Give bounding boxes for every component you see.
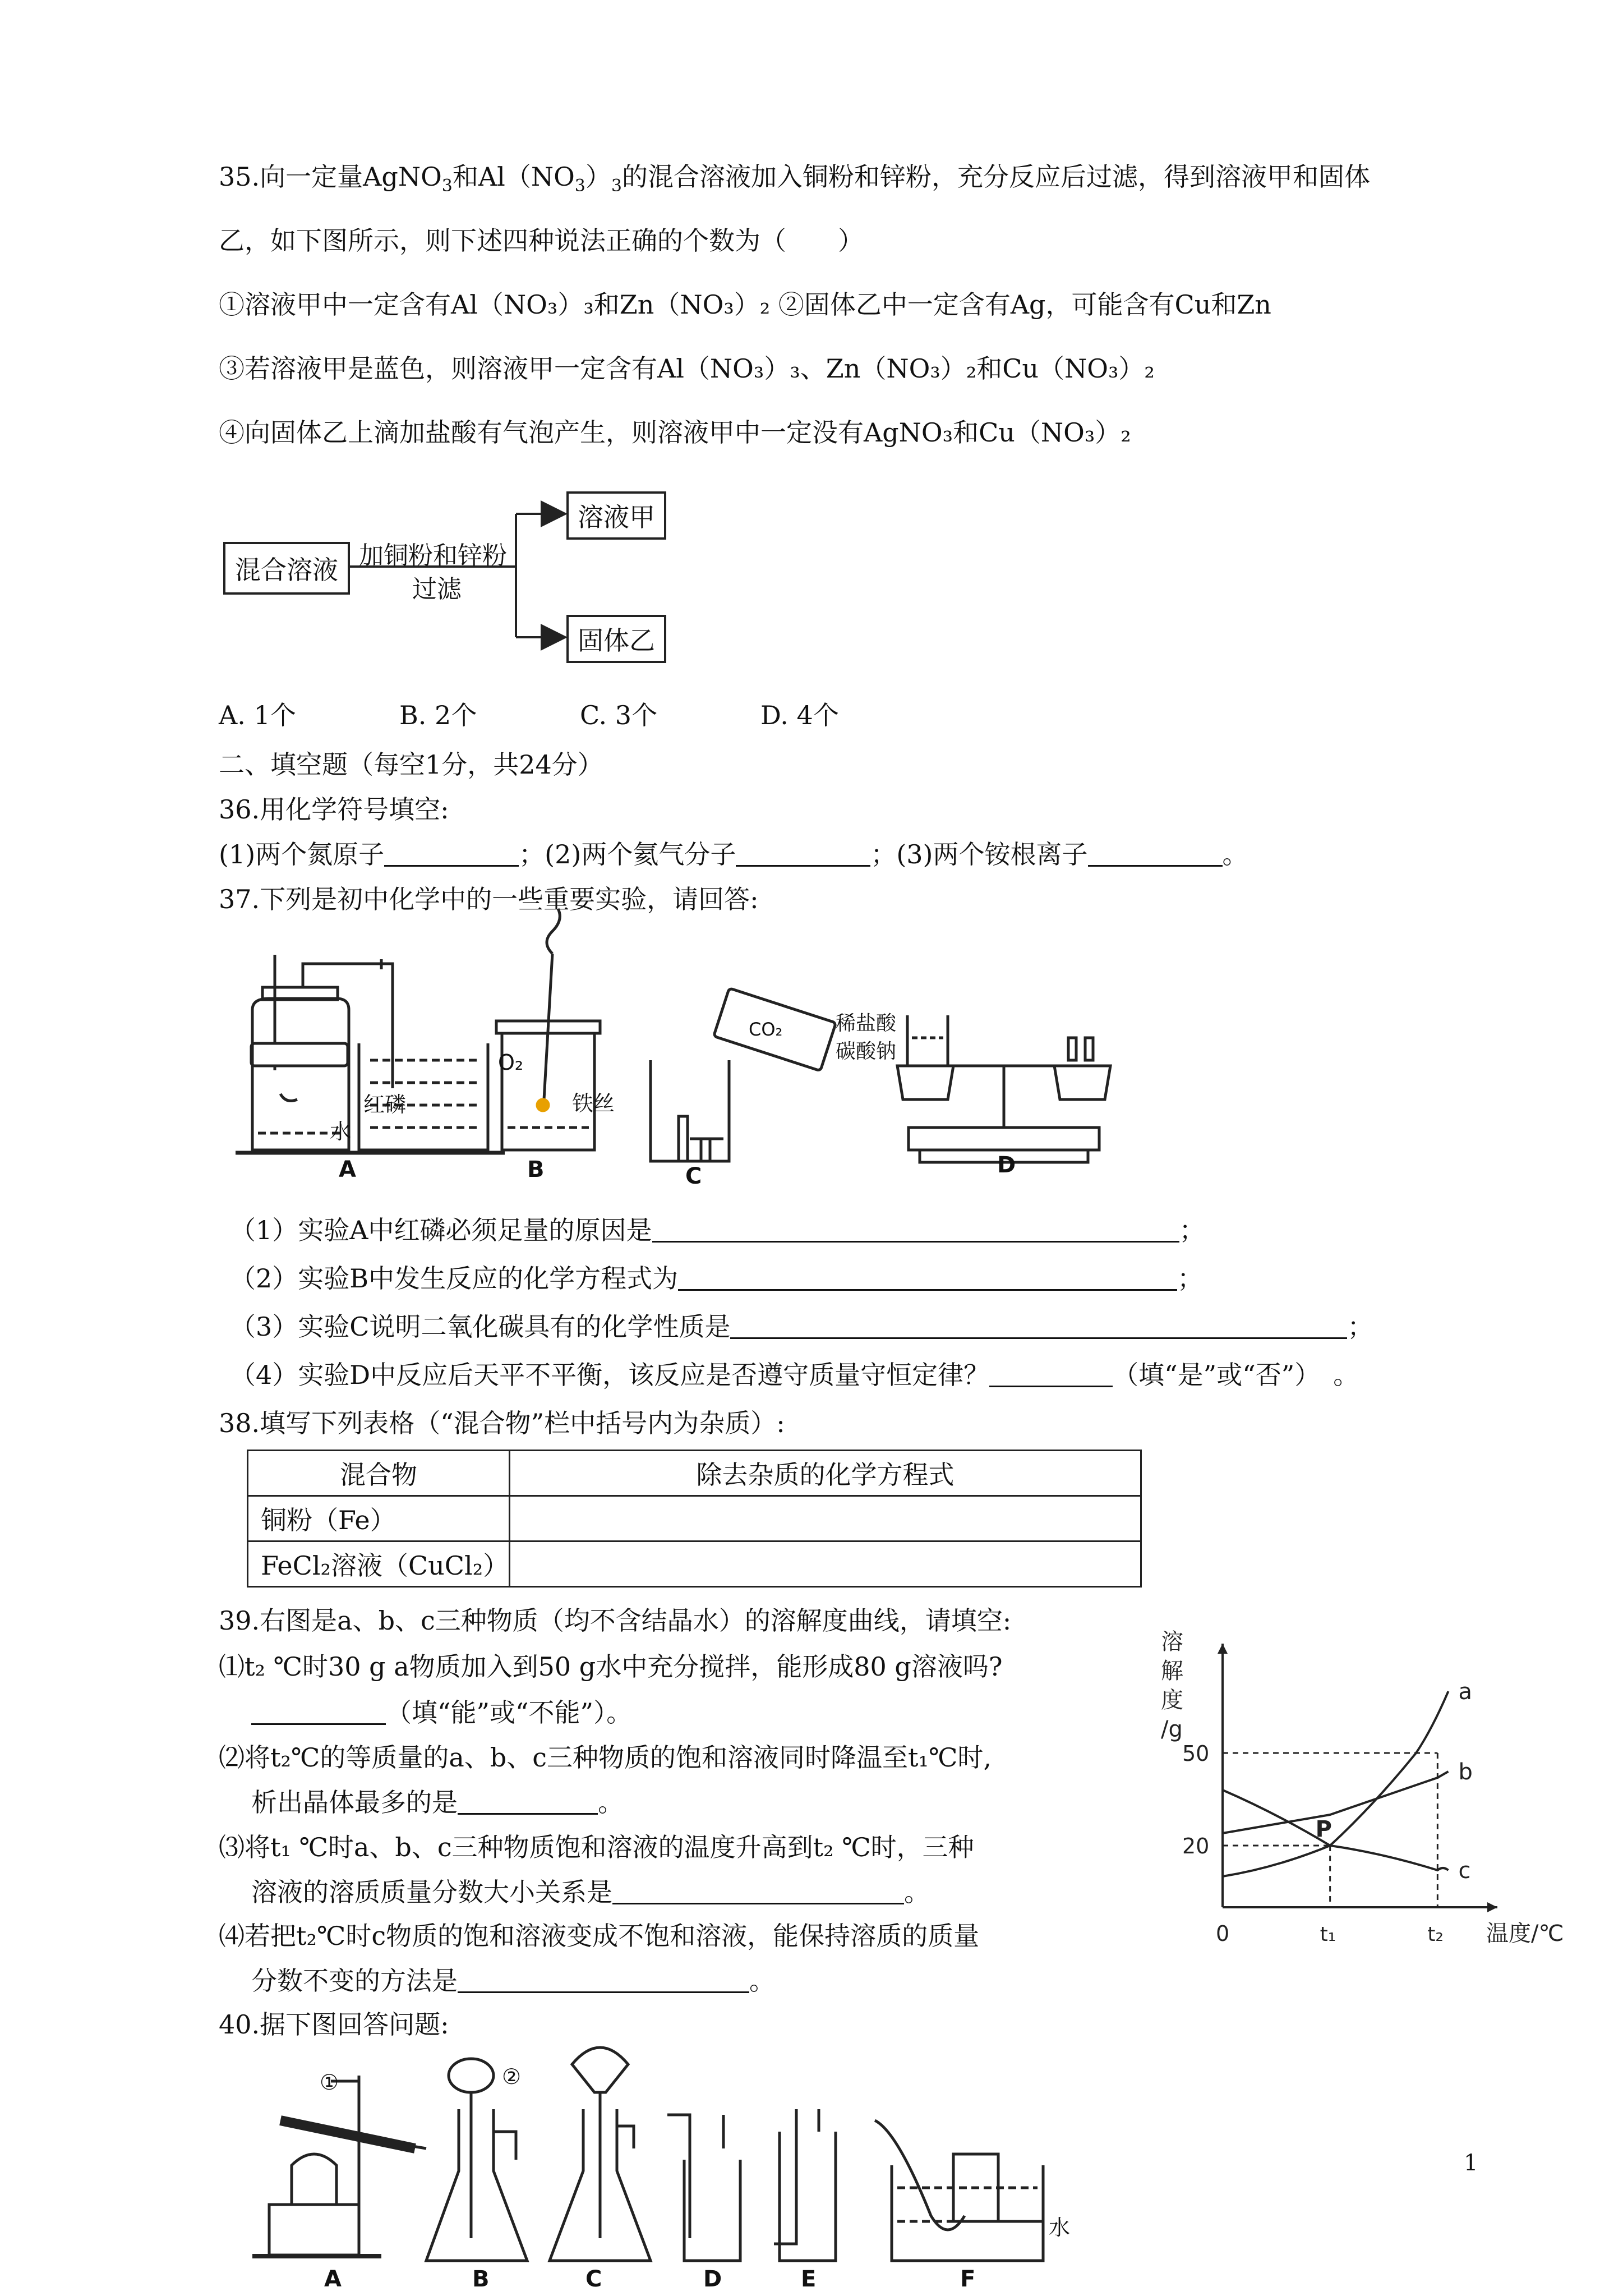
q35-line1: 35.向一定量AgNO$_3$和$Al(NO_3)_3$的混合溶液加入铜粉和锌粉，充分反应后过滤，得到溶液甲和固体 [219,162,1370,196]
q37-part4: （4）实验D中反应后天平不平衡，该反应是否遵守质量守恒定律？ （填“是”或“否”） 。 [230,1360,1359,1390]
caption-b: B [527,1157,545,1182]
q35-option-d[interactable]: D. 4个 [760,700,839,730]
q37-part3: （3）实验C说明二氧化碳具有的化学性质是 ； [230,1312,1373,1342]
y-axis-label-2: 度 [1161,1687,1183,1713]
q40-caption-a: A [324,2266,342,2292]
q35-statement-3: ③若溶液甲是蓝色，则溶液甲一定含有Al（NO₃）₃、Zn（NO₃）₂和Cu（NO₃）₂ [219,353,1155,384]
flow-mixed-solution: 混合溶液 [223,542,350,595]
q40-caption-b: B [472,2266,490,2292]
q39-part1: ⑴t₂ ℃时30 g a物质加入到50 g水中充分搅拌，能形成80 g溶液吗? [219,1651,1003,1682]
flow-step-bottom: 过滤 [412,575,462,604]
q37-title: 37.下列是初中化学中的一些重要实验，请回答: [219,884,759,914]
label-co2: CO₂ [749,1019,783,1040]
q39-part2: ⑵将t₂℃的等质量的a、b、c三种物质的饱和溶液同时降温至t₁℃时, [219,1742,992,1773]
q39-part2b: 析出晶体最多的是 。 [251,1787,624,1818]
x-tick-1: t₁ [1320,1923,1336,1946]
q35-statement-1-2: ①溶液甲中一定含有Al（NO₃）₃和Zn（NO₃）₂ ②固体乙中一定含有Ag，可能含有Cu和Zn [219,289,1271,320]
q35-option-c[interactable]: C. 3个 [580,700,658,730]
q37-part2: （2）实验B中发生反应的化学方程式为 ； [230,1263,1204,1294]
series-b-label: b [1458,1759,1473,1785]
flow-solution-jia: 溶液甲 [566,491,666,540]
label-o2: O₂ [498,1050,524,1075]
q35-option-b[interactable]: B. 2个 [399,700,477,730]
series-a-label: a [1458,1679,1473,1705]
point-p-label: P [1315,1816,1332,1842]
label-iron-wire: 铁丝 [572,1091,615,1116]
caption-c: C [685,1163,702,1189]
flow-solid-yi: 固体乙 [566,615,666,663]
q35-statement-4: ④向固体乙上滴加盐酸有气泡产生，则溶液甲中一定没有AgNO₃和Cu（NO₃）₂ [219,417,1131,448]
origin-label: 0 [1216,1921,1230,1946]
page-number: 1 [1464,2150,1478,2176]
q40-caption-d: D [703,2266,722,2292]
series-c-label: c [1458,1858,1471,1884]
y-tick-50: 50 [1182,1741,1210,1766]
q36-row: (1)两个氮原子 ；(2)两个氦气分子 ；(3)两个铵根离子 。 [219,839,1248,869]
q39-part3b: 溶液的溶质质量分数大小关系是 。 [251,1877,930,1907]
q40-mark-2: ② [502,2064,522,2089]
q35-option-a[interactable]: A. 1个 [219,700,296,730]
q38-row2-mixture: FeCl₂溶液（CuCl₂） [248,1542,510,1587]
q38-row1-mixture: 铜粉（Fe） [248,1496,510,1542]
q38-header-equation: 除去杂质的化学方程式 [510,1451,1141,1496]
q36-part2: ；(2)两个氦气分子 [519,839,736,869]
q39-part3: ⑶将t₁ ℃时a、b、c三种物质饱和溶液的温度升高到t₂ ℃时，三种 [219,1832,974,1862]
q40-caption-c: C [585,2266,602,2292]
q37-part1: （1）实验A中红磷必须足量的原因是 ； [230,1215,1205,1245]
q39-part4b: 分数不变的方法是 。 [251,1966,775,1996]
y-axis-label-0: 溶 [1161,1629,1183,1655]
caption-d: D [997,1152,1016,1178]
caption-a: A [339,1157,356,1182]
q40-label-water: 水 [1049,2215,1071,2240]
q40-mark-1: ① [320,2070,339,2095]
q36-title: 36.用化学符号填空: [219,794,449,825]
section-heading: 二、填空题（每空1分，共24分） [219,749,603,780]
q36-part1: (1)两个氮原子 [219,839,385,869]
x-tick-2: t₂ [1427,1923,1444,1946]
q40-title: 40.据下图回答问题: [219,2009,449,2040]
q39-title: 39.右图是a、b、c三种物质（均不含结晶水）的溶解度曲线，请填空: [219,1605,1012,1636]
q38-header-mixture: 混合物 [248,1451,510,1496]
label-red-phosphorus: 红磷 [363,1092,407,1117]
q40-caption-e: E [801,2266,817,2292]
label-water-a: 水 [330,1119,352,1144]
y-axis-label-3: /g [1161,1717,1183,1742]
y-axis-label-1: 解 [1161,1658,1183,1684]
x-axis-label: 温度/℃ [1486,1921,1564,1947]
flow-step-top: 加铜粉和锌粉 [359,541,507,570]
q39-part1b: （填“能”或“不能”）。 [251,1700,632,1726]
q35-line2: 乙，如下图所示，则下述四种说法正确的个数为（ ） [219,226,864,256]
q36-part3: ；(3)两个铵根离子 [870,839,1088,869]
label-sodium-carbonate: 碳酸钠 [836,1040,897,1063]
q40-caption-f: F [960,2266,976,2292]
q38-title: 38.填写下列表格（“混合物”栏中括号内为杂质）: [219,1408,785,1438]
label-dilute-hcl: 稀盐酸 [836,1012,897,1035]
q39-part4: ⑷若把t₂℃时c物质的饱和溶液变成不饱和溶液，能保持溶质的质量 [219,1921,980,1951]
y-tick-20: 20 [1182,1834,1210,1858]
